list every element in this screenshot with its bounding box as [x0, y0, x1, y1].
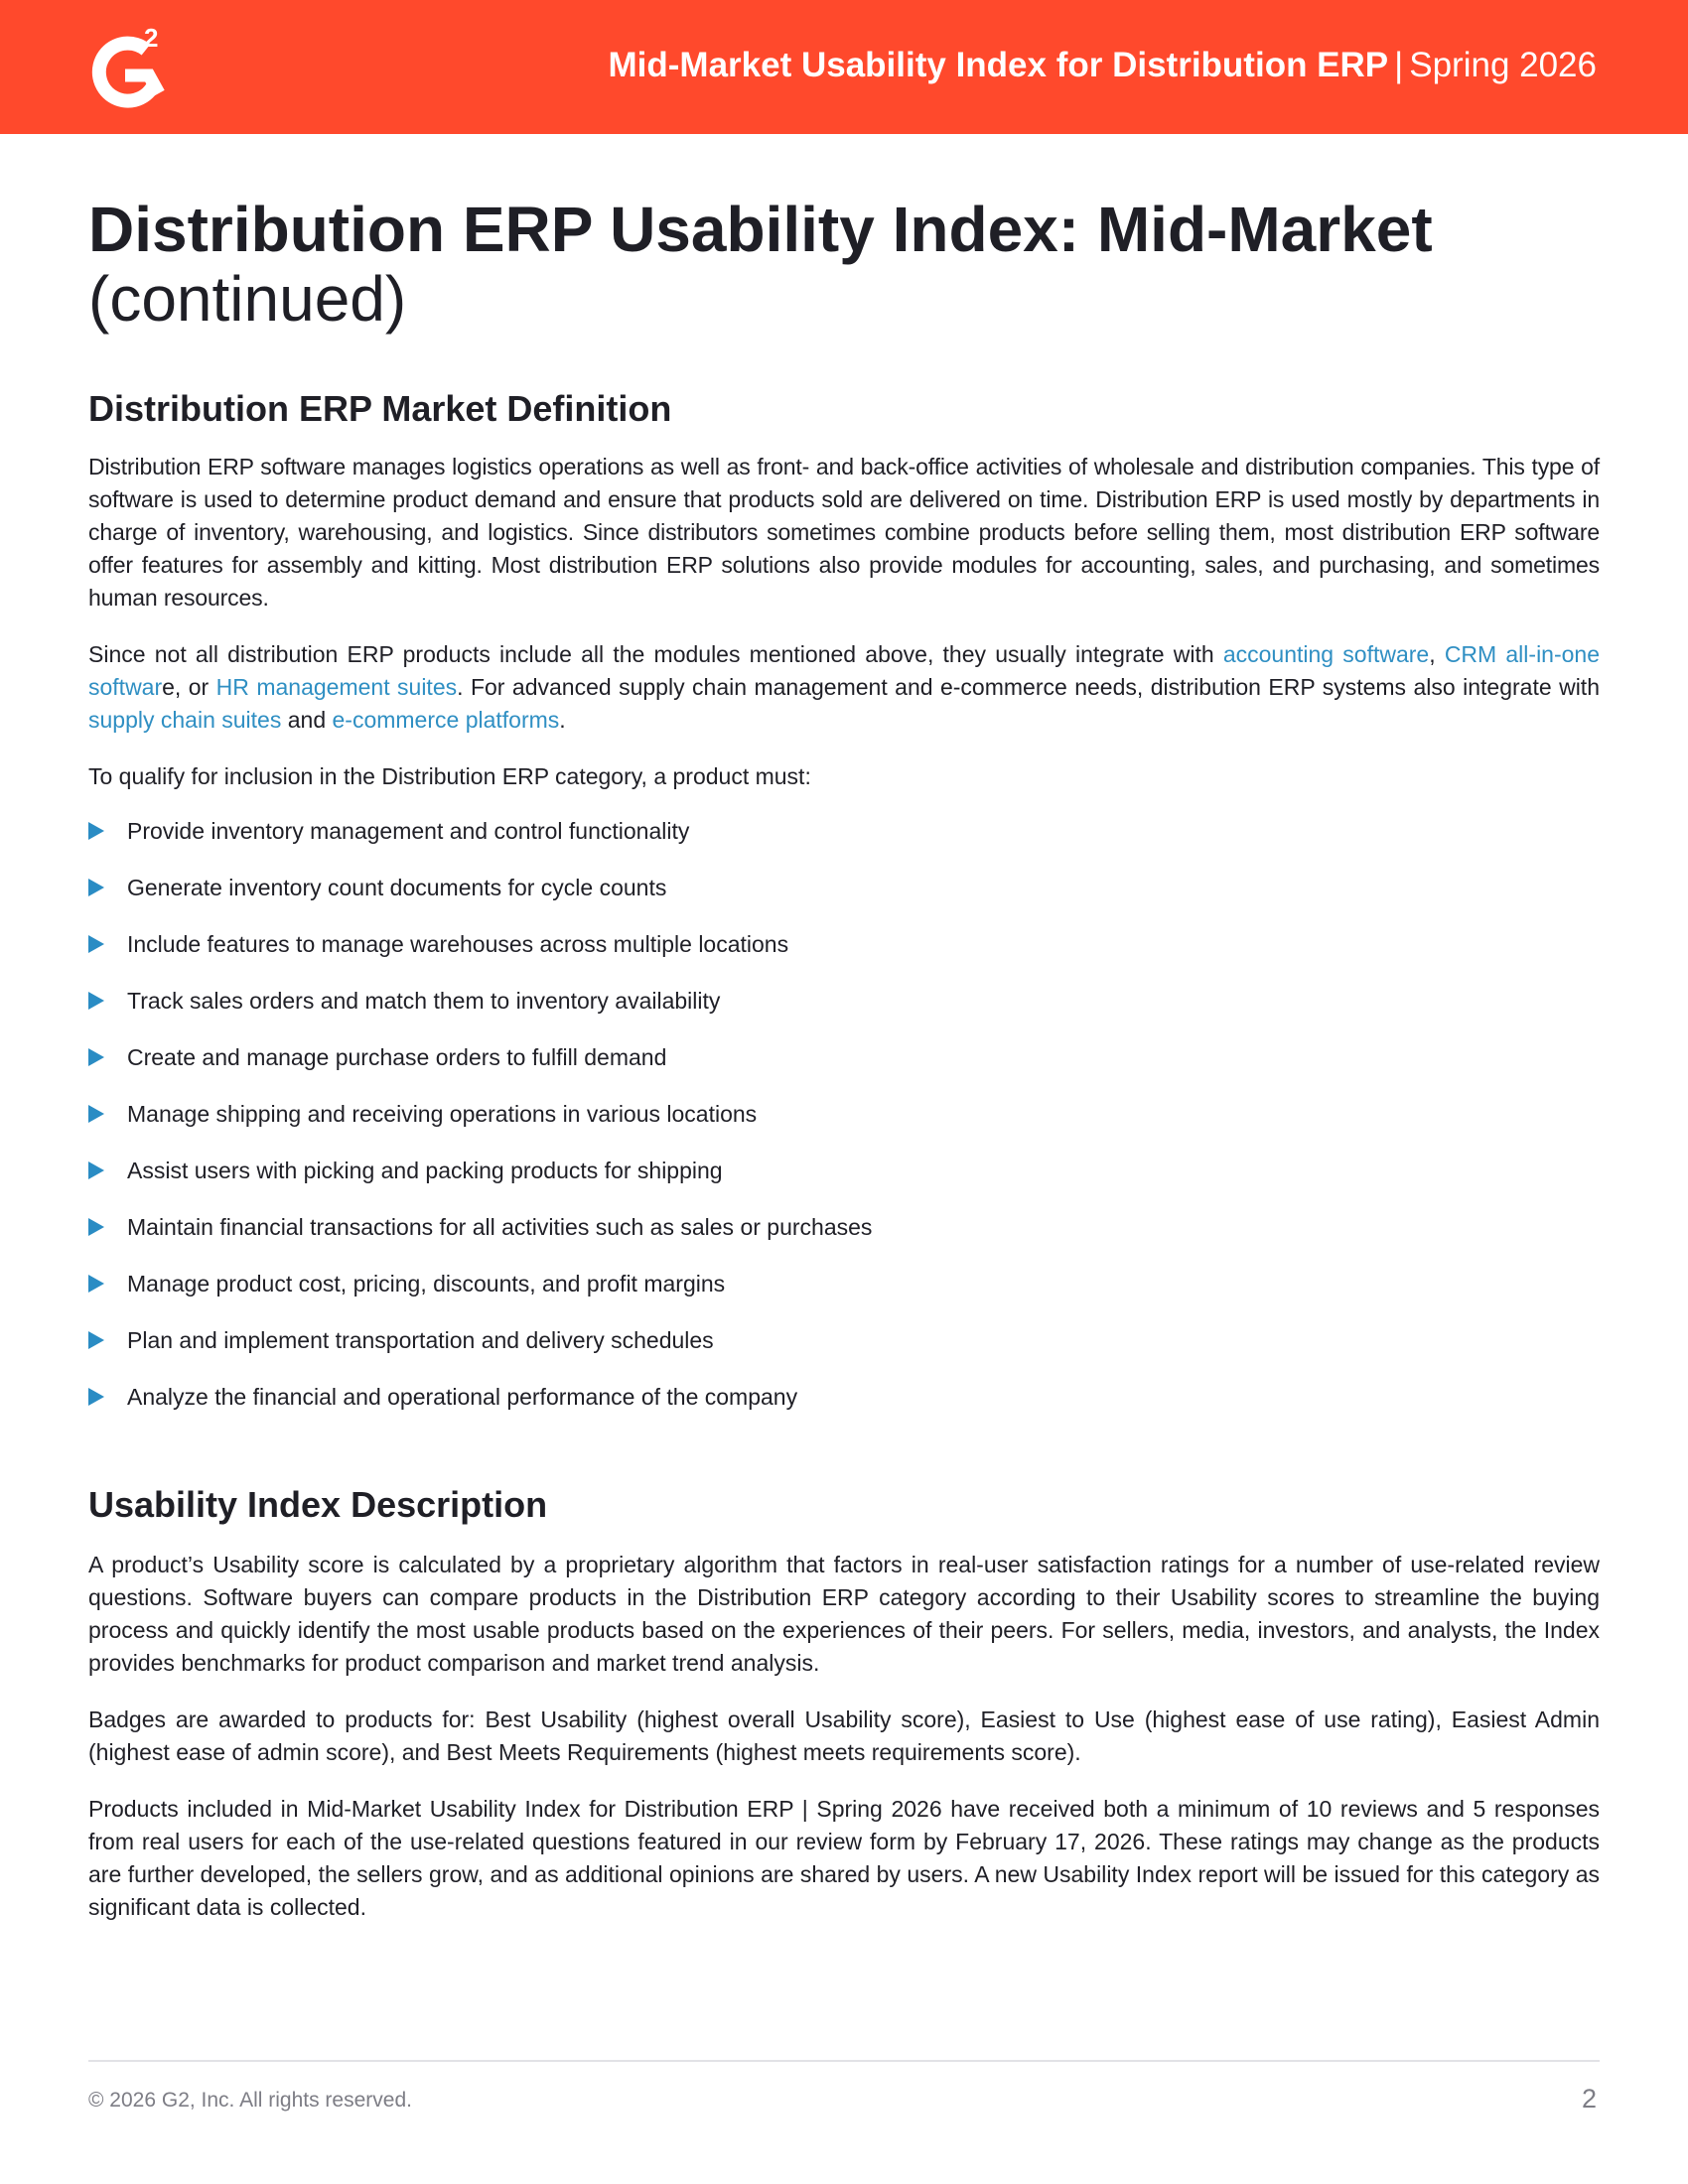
paragraph-2-text-end: . — [559, 707, 566, 733]
list-item — [88, 872, 1600, 904]
page-title-main: Distribution ERP Usability Index: Mid-Market — [88, 194, 1433, 265]
list-item — [88, 1268, 1600, 1300]
hr-management-suites-link[interactable]: HR management suites — [215, 674, 458, 700]
criteria-text: Plan and implement transportation and delivery schedules — [127, 1327, 714, 1353]
usability-paragraph-2: Badges are awarded to products for: Best Usability (highest overall Usability score), Easiest to Use (highest ease of use rating), Easiest Admin (highest ease of admin score), and Best Meets Requirements (highest meets requirements score). — [88, 1706, 1600, 1765]
criteria-text: Analyze the financial and operational performance of the company — [127, 1384, 798, 1410]
criteria-list — [88, 815, 1600, 1414]
usability-paragraph-3: Products included in Mid-Market Usability Index for Distribution ERP | Spring 2026 have received both a minimum of 10 reviews and 5 responses from real users for each of the use-related questions featured in our review form by February 17, 2026. These ratings may change as the products are further developed, the sellers grow, and as additional opinions are shared by users. A new Usability Index report will be issued for this category as significant data is collected. — [88, 1796, 1600, 1920]
footer-divider — [88, 2060, 1600, 2062]
paragraph-2-text-and: and — [281, 707, 333, 733]
market-definition-paragraph-2 — [88, 638, 1600, 737]
triangle-bullet-icon — [88, 1161, 104, 1179]
triangle-bullet-icon — [88, 1388, 104, 1406]
criteria-text: Generate inventory count documents for cycle counts — [127, 875, 667, 900]
accounting-software-link[interactable]: accounting software — [1222, 641, 1430, 667]
paragraph-2-comma: , — [1429, 641, 1445, 667]
list-item — [88, 1211, 1600, 1244]
supply-chain-suites-link[interactable]: supply chain suites — [88, 707, 282, 733]
usability-description-heading: Usability Index Description — [88, 1484, 548, 1525]
list-item — [88, 815, 1600, 848]
list-item — [88, 1041, 1600, 1074]
g2-logo-icon — [87, 26, 173, 111]
footer-copyright: © 2026 G2, Inc. All rights reserved. — [88, 2089, 412, 2112]
criteria-text: Assist users with picking and packing products for shipping — [127, 1158, 723, 1183]
svg-text:2: 2 — [144, 26, 159, 53]
criteria-text: Create and manage purchase orders to fulfill demand — [127, 1044, 667, 1070]
triangle-bullet-icon — [88, 1275, 104, 1293]
list-item — [88, 1324, 1600, 1357]
criteria-text: Manage product cost, pricing, discounts, and profit margins — [127, 1271, 726, 1297]
list-item — [88, 1155, 1600, 1187]
criteria-text: Track sales orders and match them to inventory availability — [127, 988, 721, 1014]
list-item — [88, 985, 1600, 1018]
triangle-bullet-icon — [88, 822, 104, 840]
market-definition-paragraph-1: Distribution ERP software manages logistics operations as well as front- and back-office activities of wholesale and distribution companies. This type of software is used to determine product demand and ensure that products sold are delivered on time. Distribution ERP is used mostly by departments in charge of inventory, warehousing, and logistics. Since distributors sometimes combine products before selling them, most distribution ERP software offer features for assembly and kitting. Most distribution ERP solutions also provide modules for accounting, sales, and purchasing, and sometimes human resources. — [88, 454, 1600, 611]
list-item — [88, 1098, 1600, 1131]
crm-software-link[interactable]: CRM all-in-one softwar — [88, 641, 1600, 700]
header-report-name: Mid-Market Usability Index for Distribution ERP — [608, 46, 1389, 84]
criteria-text: Provide inventory management and control functionality — [127, 818, 690, 844]
paragraph-2-text-middle: . For advanced supply chain management and e-commerce needs, distribution ERP systems also integrate with — [457, 674, 1600, 700]
list-item — [88, 1381, 1600, 1414]
usability-paragraph-1: A product’s Usability score is calculated by a proprietary algorithm that factors in real-user satisfaction ratings for a number of use-related review questions. Software buyers can compare products in the Distribution ERP category according to their Usability scores to streamline the buying process and quickly identify the most usable products based on the experiences of their peers. For sellers, media, investors, and analysts, the Index provides benchmarks for product comparison and market trend analysis. — [88, 1552, 1600, 1676]
page-title-continued: (continued) — [88, 263, 407, 335]
criteria-text: Manage shipping and receiving operations in various locations — [127, 1101, 758, 1127]
market-definition-heading: Distribution ERP Market Definition — [88, 388, 672, 429]
triangle-bullet-icon — [88, 1331, 104, 1349]
paragraph-2-text-after-crm: e, or — [162, 674, 216, 700]
triangle-bullet-icon — [88, 935, 104, 953]
e-commerce-platforms-link[interactable]: e-commerce platforms — [332, 707, 560, 733]
header-title — [609, 44, 1598, 87]
main-content — [88, 195, 1600, 1924]
criteria-text: Include features to manage warehouses across multiple locations — [127, 931, 789, 957]
triangle-bullet-icon — [88, 1218, 104, 1236]
triangle-bullet-icon — [88, 992, 104, 1010]
page-number: 2 — [1581, 2084, 1597, 2114]
header-season: Spring 2026 — [1409, 46, 1597, 84]
page-header — [0, 0, 1688, 134]
criteria-text: Maintain financial transactions for all activities such as sales or purchases — [127, 1214, 873, 1240]
header-separator: | — [1394, 46, 1404, 84]
qualify-intro: To qualify for inclusion in the Distribution ERP category, a product must: — [88, 763, 811, 789]
list-item — [88, 928, 1600, 961]
triangle-bullet-icon — [88, 879, 104, 896]
paragraph-2-text-before: Since not all distribution ERP products include all the modules mentioned above, they usually integrate with — [88, 641, 1223, 667]
triangle-bullet-icon — [88, 1105, 104, 1123]
triangle-bullet-icon — [88, 1048, 104, 1066]
page-title — [88, 195, 1600, 334]
